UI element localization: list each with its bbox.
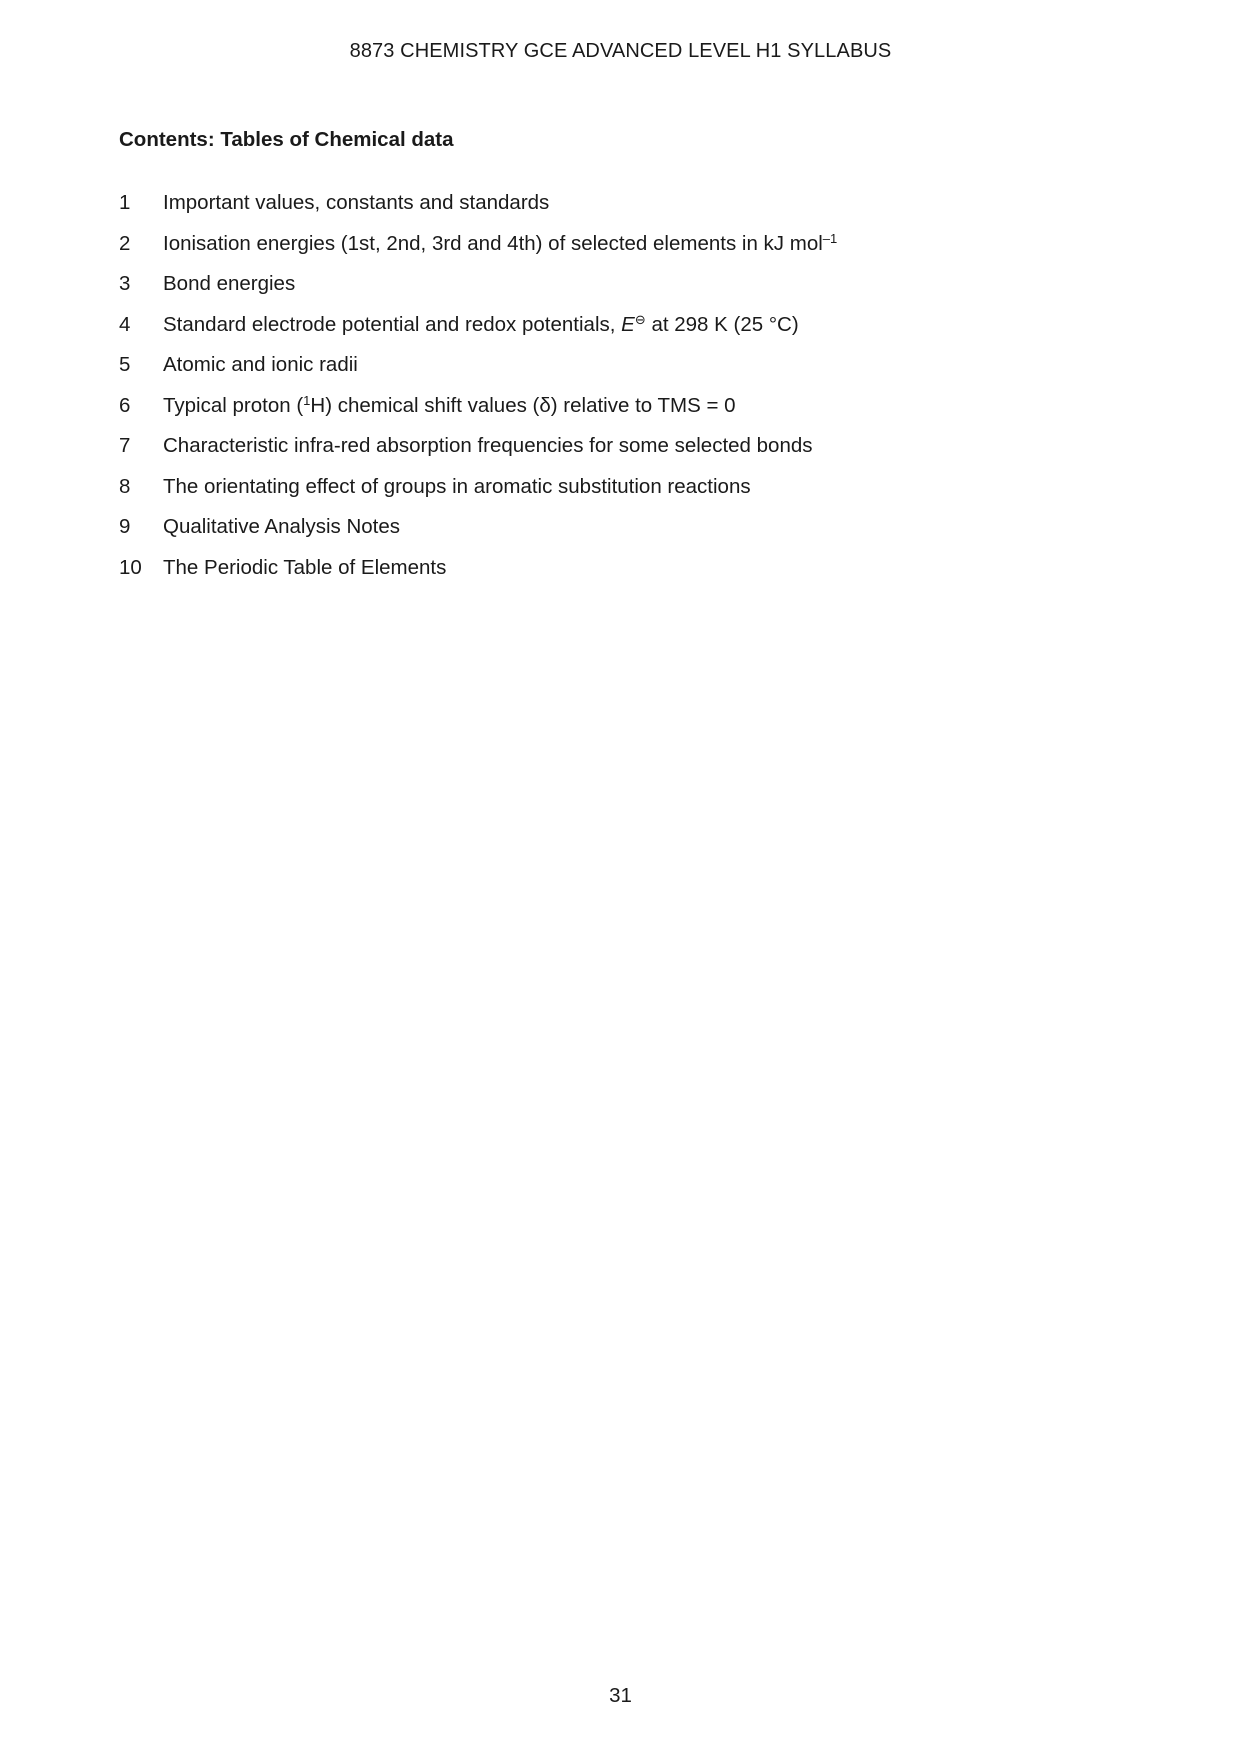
running-header: 8873 CHEMISTRY GCE ADVANCED LEVEL H1 SYLLABUS xyxy=(349,40,892,62)
item-number: 1 xyxy=(119,191,131,214)
contents-item-5 xyxy=(119,352,1119,393)
item-number: 3 xyxy=(119,272,131,295)
page-number: 31 xyxy=(609,1684,632,1707)
item-text xyxy=(163,393,736,419)
item-text-before: Typical proton ( xyxy=(163,393,304,417)
contents-item-6 xyxy=(119,393,1119,434)
item-number: 7 xyxy=(119,434,131,457)
contents-item-4 xyxy=(119,312,1119,353)
item-text: The orientating effect of groups in aromatic substitution reactions xyxy=(163,474,751,498)
contents-item-9 xyxy=(119,514,1119,555)
contents-item-10 xyxy=(119,555,1119,596)
item-text: Bond energies xyxy=(163,272,296,295)
section-title: Contents: Tables of Chemical data xyxy=(119,128,454,151)
item-number: 10 xyxy=(119,555,142,579)
item-number: 8 xyxy=(119,474,131,498)
item-text: Characteristic infra-red absorption frequencies for some selected bonds xyxy=(163,434,813,457)
contents-item-2 xyxy=(119,231,1119,272)
item-text-before: Standard electrode potential and redox potentials, xyxy=(163,312,622,336)
item-text-main: Ionisation energies (1st, 2nd, 3rd and 4th) of selected elements in kJ mol xyxy=(163,231,823,255)
item-number: 2 xyxy=(119,231,131,255)
item-text: The Periodic Table of Elements xyxy=(163,555,447,579)
standard-state-symbol: ⊖ xyxy=(634,311,646,327)
item-text: Qualitative Analysis Notes xyxy=(163,515,401,538)
contents-item-8 xyxy=(119,474,1119,515)
item-text-after: at 298 K (25 °C) xyxy=(645,312,799,336)
item-text xyxy=(163,312,799,338)
unit-exponent: –1 xyxy=(822,230,838,246)
contents-item-7 xyxy=(119,433,1119,474)
item-number: 5 xyxy=(119,353,131,376)
item-text-after: H) chemical shift values (δ) relative to TMS = 0 xyxy=(310,393,736,417)
potential-symbol: E xyxy=(621,312,635,336)
item-text xyxy=(163,231,837,257)
contents-item-1 xyxy=(119,190,1119,231)
item-text: Atomic and ionic radii xyxy=(163,353,358,376)
item-number: 4 xyxy=(119,312,131,336)
item-number: 6 xyxy=(119,393,131,417)
item-number: 9 xyxy=(119,515,131,538)
isotope-mass-number: 1 xyxy=(303,392,311,408)
item-text: Important values, constants and standards xyxy=(163,191,550,214)
contents-item-3 xyxy=(119,271,1119,312)
contents-list xyxy=(119,190,1119,595)
